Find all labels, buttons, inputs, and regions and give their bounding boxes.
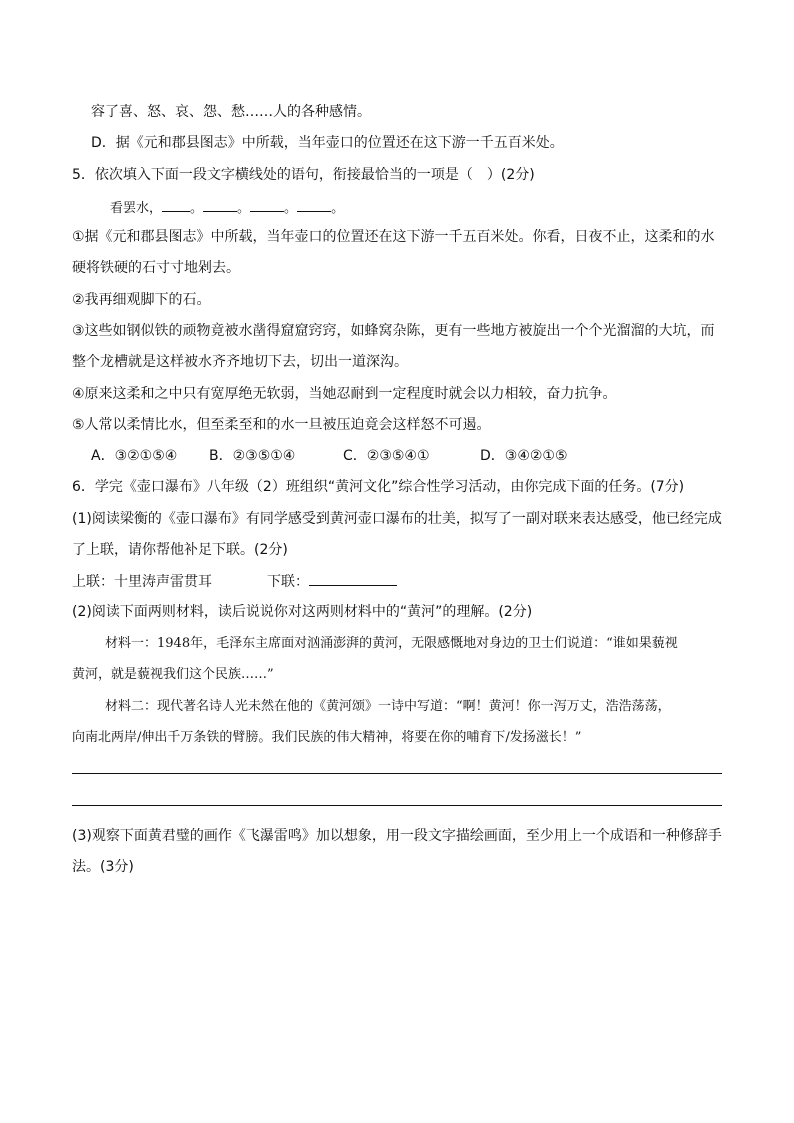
q5-sentence-1a: ①据《元和郡县图志》中所载，当年壶口的位置还在这下游一千五百米处。你看，日夜不止，这柔和的水 (72, 229, 715, 245)
q5-option-a: A．③②①⑤④ (91, 448, 178, 464)
option-d: D．据《元和郡县图志》中所载，当年壶口的位置还在这下游一千五百米处。 (91, 135, 564, 151)
q5-option-d: D．③④②①⑤ (480, 448, 568, 464)
q5-sentence-5: ⑤人常以柔情比水，但至柔至和的水一旦被压迫竟会这样怒不可遏。 (72, 417, 491, 433)
option-c-continuation: 容了喜、怒、哀、怨、愁……人的各种感情。 (91, 104, 371, 120)
q5-blank-4 (297, 197, 331, 212)
q5-sentence-1b: 硬将铁硬的石寸寸地剁去。 (72, 260, 240, 276)
q6-part3-a: (3)观察下面黄君璧的画作《飞瀑雷鸣》加以想象，用一段文字描绘画面，至少用上一个成语和一种修辞手 (72, 828, 722, 844)
q5-sep-2: 。 (237, 201, 251, 216)
material-1b: 黄河，就是藐视我们这个民族……” (72, 667, 274, 682)
q5-blank-2 (203, 197, 237, 212)
q5-sentence-3b: 整个龙槽就是这样被水齐齐地切下去，切出一道深沟。 (72, 354, 408, 370)
q5-option-c: C．②③⑤④① (343, 448, 430, 464)
lower-couplet-label: 下联： (267, 574, 309, 590)
q5-sep-3: 。 (284, 201, 298, 216)
q5-title: 5．依次填入下面一段文字横线处的语句，衔接最恰当的一项是（ ）(2分) (72, 167, 535, 183)
q6-title: 6．学完《壶口瀑布》八年级（2）班组织“黄河文化”综合性学习活动，由你完成下面的任务。(7分) (72, 479, 685, 495)
q5-sentence-2: ②我再细观脚下的石。 (72, 292, 211, 308)
q5-prompt (110, 197, 344, 219)
lower-couplet-answer-blank[interactable] (309, 571, 397, 586)
answer-line-2[interactable] (72, 805, 722, 806)
q6-part1-b: 了上联，请你帮他补足下联。(2分) (72, 542, 288, 558)
q5-sep-4: 。 (331, 201, 345, 216)
q5-sentence-4: ④原来这柔和之中只有宽厚绝无软弱，当她忍耐到一定程度时就会以力相较，奋力抗争。 (72, 386, 617, 402)
q5-prompt-prefix: 看罢水， (110, 201, 163, 216)
q5-sep-1: 。 (190, 201, 204, 216)
q6-part1-a: (1)阅读梁衡的《壶口瀑布》有同学感受到黄河壶口瀑布的壮美，拟写了一副对联来表达感受，他已经完成 (72, 511, 722, 527)
q5-options (91, 446, 568, 466)
q5-sentence-3a: ③这些如钢似铁的顽物竟被水凿得窟窟窍窍，如蜂窝杂陈，更有一些地方被旋出一个个光溜溜的大坑，而 (72, 323, 715, 339)
q5-blank-3 (250, 197, 284, 212)
q5-blank-1 (162, 197, 190, 212)
q6-part2: (2)阅读下面两则材料，读后说说你对这两则材料中的“黄河”的理解。(2分) (72, 604, 533, 620)
material-2b: 向南北两岸/伸出千万条铁的臂膀。我们民族的伟大精神，将要在你的哺育下/发扬滋长！” (72, 730, 582, 745)
material-1a: 材料一：1948年，毛泽东主席面对汹涌澎湃的黄河，无限感慨地对身边的卫士们说道：“谁如果藐视 (105, 636, 678, 651)
material-2a: 材料二：现代著名诗人光未然在他的《黄河颂》一诗中写道：“啊！黄河！你一泻万丈，浩浩荡荡， (105, 699, 671, 714)
q5-option-b: B．②③⑤①④ (209, 448, 296, 464)
q6-part3-b: 法。(3分) (72, 859, 134, 875)
upper-couplet: 上联：十里涛声雷贯耳 (72, 574, 212, 590)
q6-couplet (72, 571, 397, 592)
answer-line-1[interactable] (72, 773, 722, 774)
